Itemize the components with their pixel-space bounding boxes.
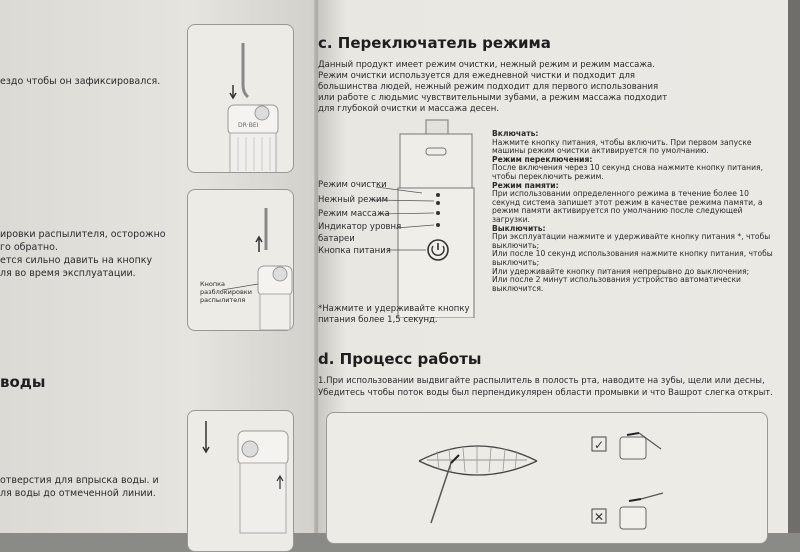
section-c-line: Режим очистки используется для ежедневной чистки и подходит для bbox=[318, 71, 635, 81]
right-page bbox=[318, 0, 788, 533]
instruction-line: После включения через 10 секунд снова нажмите кнопку питания, bbox=[492, 163, 764, 173]
left-text-line: ля воды до отмеченной линии. bbox=[0, 488, 156, 499]
left-text-line: ется сильно давить на кнопку bbox=[0, 255, 153, 266]
instruction-line: секунд система запишет этот режим в качестве режима памяти, а bbox=[492, 197, 763, 207]
mode-label: Индикатор уровня bbox=[318, 222, 402, 232]
instruction-line: выключить; bbox=[492, 240, 540, 250]
section-c-line: Данный продукт имеет режим очистки, нежный режим и режим массажа. bbox=[318, 60, 655, 70]
instruction-line: При эксплуатации нажмите и удерживайте кнопку питания *, чтобы bbox=[492, 232, 771, 242]
instruction-line: Или после 10 секунд использования нажмите кнопку питания, чтобы bbox=[492, 249, 773, 259]
check-ok-icon: ✓ bbox=[594, 438, 605, 452]
left-heading: воды bbox=[0, 373, 46, 391]
note-line: питания более 1,5 секунд. bbox=[318, 315, 438, 325]
note-line: *Нажмите и удерживайте кнопку bbox=[318, 304, 470, 314]
section-d-line: 1.При использовании выдвигайте распылитель в полость рта, наводите на зубы, щели или десны, bbox=[318, 376, 765, 386]
mode-label: Нежный режим bbox=[318, 195, 388, 205]
callout-label: распылителя bbox=[200, 296, 246, 304]
section-c-line: для глубокой очистки и массажа десен. bbox=[318, 104, 500, 114]
left-text-line: ездо чтобы он зафиксировался. bbox=[0, 76, 161, 87]
device-illustration bbox=[188, 411, 293, 541]
instruction-heading: Режим переключения: bbox=[492, 154, 593, 164]
mouth-illustration bbox=[327, 413, 767, 543]
section-c-title: c. Переключатель режима bbox=[318, 34, 551, 52]
instruction-line: режим памяти активируется по умолчанию после следующей bbox=[492, 206, 743, 216]
mode-label: Режим массажа bbox=[318, 209, 390, 219]
usage-illustration-box bbox=[326, 412, 768, 544]
section-d-title: d. Процесс работы bbox=[318, 350, 482, 368]
left-page bbox=[0, 0, 318, 533]
check-bad-icon: ✕ bbox=[594, 510, 605, 524]
left-text-line: отверстия для впрыска воды. и bbox=[0, 475, 159, 486]
section-d-line: Убедитесь чтобы поток воды был перпендикулярен области промывки и что Вашрот слегка открыт. bbox=[318, 388, 773, 398]
device-illustration bbox=[188, 190, 293, 330]
instruction-line: Нажмите кнопку питания, чтобы включить. При первом запуске bbox=[492, 137, 752, 147]
callout-label: разблокировки bbox=[200, 288, 252, 296]
illustration-box-attach bbox=[187, 24, 294, 173]
instruction-heading: Включать: bbox=[492, 129, 539, 138]
instruction-line: Или удерживайте кнопку питания непрерывно до выключения; bbox=[492, 266, 750, 276]
section-c-line: большинства людей, нежный режим подходит для первого использования bbox=[318, 82, 659, 92]
illustration-box-unlock bbox=[187, 189, 294, 331]
device-illustration bbox=[188, 25, 293, 172]
left-text-line: го обратно. bbox=[0, 242, 58, 253]
left-text-line: ировки распылителя, осторожно bbox=[0, 229, 166, 240]
instruction-line: выключится. bbox=[492, 283, 544, 293]
booklet-edge bbox=[788, 0, 800, 533]
mode-label: Режим очистки bbox=[318, 180, 387, 190]
left-text-line: ля во время эксплуатации. bbox=[0, 268, 136, 279]
instruction-heading: Режим памяти: bbox=[492, 180, 559, 190]
instruction-line: машины режим очистки активируется по умолчанию. bbox=[492, 146, 709, 156]
instruction-line: чтобы переключить режим. bbox=[492, 172, 604, 181]
instruction-line: загрузки. bbox=[492, 215, 530, 224]
svg-text:DR·BEI: DR·BEI bbox=[238, 122, 259, 129]
instruction-line: Или после 2 минут использования устройство автоматически bbox=[492, 275, 741, 285]
illustration-box-fill bbox=[187, 410, 294, 552]
mode-label: батареи bbox=[318, 234, 355, 244]
section-c-line: или работе с людьмис чувствительными зубами, а режим массажа подходит bbox=[318, 93, 668, 103]
instruction-line: выключить; bbox=[492, 258, 540, 267]
mode-label: Кнопка питания bbox=[318, 246, 391, 256]
instruction-line: При использовании определенного режима в течение более 10 bbox=[492, 189, 749, 199]
callout-label: Кнопка bbox=[200, 280, 226, 288]
instruction-heading: Выключить: bbox=[492, 223, 546, 233]
